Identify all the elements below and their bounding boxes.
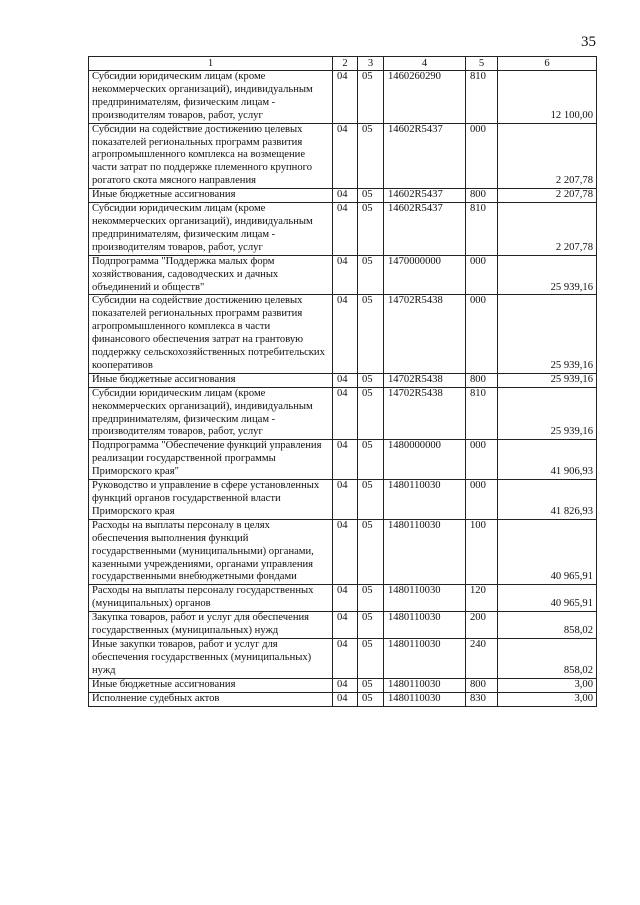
table-row <box>89 255 597 295</box>
row-expense-type: 800 <box>466 678 498 692</box>
row-subsection: 05 <box>358 440 384 480</box>
table-row <box>89 585 597 612</box>
row-name: Иные бюджетные ассигнования <box>89 678 333 692</box>
row-expense-type: 240 <box>466 638 498 678</box>
row-amount: 2 207,78 <box>498 123 597 189</box>
row-subsection: 05 <box>358 295 384 373</box>
row-name: Субсидии на содействие достижению целевых показателей региональных программ развития агропромышленного комплекса в части финансового обеспечения затрат на грантовую поддержку сельскохозяйственных потребительских кооперативов <box>89 295 333 373</box>
header-col-5: 5 <box>466 57 498 71</box>
row-expense-type: 000 <box>466 295 498 373</box>
table-row <box>89 203 597 256</box>
row-amount: 40 965,91 <box>498 585 597 612</box>
row-target-code: 14702R5438 <box>384 387 466 440</box>
row-target-code: 1470000000 <box>384 255 466 295</box>
row-subsection: 05 <box>358 123 384 189</box>
row-name: Расходы на выплаты персоналу в целях обеспечения выполнения функций государственными (муниципальными) органами, казенными учреждениями, органами управления государственными внебюджетными фондами <box>89 519 333 585</box>
table-row <box>89 480 597 520</box>
row-amount: 40 965,91 <box>498 519 597 585</box>
row-expense-type: 830 <box>466 692 498 706</box>
table-row <box>89 373 597 387</box>
row-name: Иные бюджетные ассигнования <box>89 189 333 203</box>
row-section: 04 <box>333 373 358 387</box>
row-subsection: 05 <box>358 189 384 203</box>
row-amount: 41 826,93 <box>498 480 597 520</box>
row-target-code: 1480000000 <box>384 440 466 480</box>
row-amount: 858,02 <box>498 612 597 639</box>
table-row <box>89 692 597 706</box>
row-subsection: 05 <box>358 373 384 387</box>
row-target-code: 14702R5438 <box>384 295 466 373</box>
table-row <box>89 638 597 678</box>
row-expense-type: 200 <box>466 612 498 639</box>
row-amount: 25 939,16 <box>498 387 597 440</box>
row-amount: 858,02 <box>498 638 597 678</box>
table-row <box>89 189 597 203</box>
row-target-code: 14602R5437 <box>384 123 466 189</box>
row-target-code: 1460260290 <box>384 71 466 124</box>
row-subsection: 05 <box>358 692 384 706</box>
row-subsection: 05 <box>358 387 384 440</box>
row-section: 04 <box>333 123 358 189</box>
row-name: Подпрограмма "Поддержка малых форм хозяйствования, садоводческих и дачных объединений и обществ" <box>89 255 333 295</box>
row-amount: 2 207,78 <box>498 203 597 256</box>
table-row <box>89 678 597 692</box>
row-section: 04 <box>333 71 358 124</box>
row-target-code: 1480110030 <box>384 638 466 678</box>
row-target-code: 1480110030 <box>384 692 466 706</box>
row-section: 04 <box>333 612 358 639</box>
row-amount: 25 939,16 <box>498 373 597 387</box>
row-amount: 12 100,00 <box>498 71 597 124</box>
row-expense-type: 810 <box>466 71 498 124</box>
row-amount: 25 939,16 <box>498 295 597 373</box>
row-section: 04 <box>333 692 358 706</box>
row-section: 04 <box>333 255 358 295</box>
row-section: 04 <box>333 387 358 440</box>
row-name: Руководство и управление в сфере установленных функций органов государственной власти Приморского края <box>89 480 333 520</box>
row-name: Субсидии юридическим лицам (кроме некоммерческих организаций), индивидуальным предпринимателям, физическим лицам - производителям товаров, работ, услуг <box>89 387 333 440</box>
row-name: Субсидии юридическим лицам (кроме некоммерческих организаций), индивидуальным предпринимателям, физическим лицам - производителям товаров, работ, услуг <box>89 71 333 124</box>
budget-table-body <box>89 57 597 707</box>
row-section: 04 <box>333 519 358 585</box>
table-row <box>89 440 597 480</box>
table-row <box>89 295 597 373</box>
row-target-code: 1480110030 <box>384 678 466 692</box>
row-section: 04 <box>333 678 358 692</box>
row-subsection: 05 <box>358 585 384 612</box>
row-subsection: 05 <box>358 638 384 678</box>
header-col-6: 6 <box>498 57 597 71</box>
row-name: Расходы на выплаты персоналу государственных (муниципальных) органов <box>89 585 333 612</box>
row-name: Подпрограмма "Обеспечение функций управления реализации государственной программы Приморского края" <box>89 440 333 480</box>
row-expense-type: 810 <box>466 387 498 440</box>
row-name: Субсидии юридическим лицам (кроме некоммерческих организаций), индивидуальным предпринимателям, физическим лицам - производителям товаров, работ, услуг <box>89 203 333 256</box>
row-amount: 41 906,93 <box>498 440 597 480</box>
row-target-code: 1480110030 <box>384 612 466 639</box>
row-subsection: 05 <box>358 678 384 692</box>
row-name: Иные бюджетные ассигнования <box>89 373 333 387</box>
row-expense-type: 000 <box>466 123 498 189</box>
table-row <box>89 519 597 585</box>
row-expense-type: 120 <box>466 585 498 612</box>
row-target-code: 14702R5438 <box>384 373 466 387</box>
row-expense-type: 800 <box>466 373 498 387</box>
row-subsection: 05 <box>358 255 384 295</box>
row-section: 04 <box>333 440 358 480</box>
row-subsection: 05 <box>358 519 384 585</box>
row-expense-type: 810 <box>466 203 498 256</box>
row-subsection: 05 <box>358 480 384 520</box>
row-target-code: 14602R5437 <box>384 203 466 256</box>
row-section: 04 <box>333 295 358 373</box>
row-subsection: 05 <box>358 612 384 639</box>
row-section: 04 <box>333 480 358 520</box>
header-col-2: 2 <box>333 57 358 71</box>
row-expense-type: 100 <box>466 519 498 585</box>
row-subsection: 05 <box>358 71 384 124</box>
row-amount: 25 939,16 <box>498 255 597 295</box>
table-header-row <box>89 57 597 71</box>
row-expense-type: 000 <box>466 440 498 480</box>
row-name: Иные закупки товаров, работ и услуг для обеспечения государственных (муниципальных) нужд <box>89 638 333 678</box>
row-name: Субсидии на содействие достижению целевых показателей региональных программ развития агропромышленного комплекса на возмещение части затрат по поддержке племенного крупного рогатого скота мясного направления <box>89 123 333 189</box>
row-expense-type: 800 <box>466 189 498 203</box>
table-row <box>89 387 597 440</box>
table-row <box>89 612 597 639</box>
row-amount: 3,00 <box>498 692 597 706</box>
row-target-code: 14602R5437 <box>384 189 466 203</box>
row-target-code: 1480110030 <box>384 585 466 612</box>
table-row <box>89 71 597 124</box>
row-name: Исполнение судебных актов <box>89 692 333 706</box>
row-subsection: 05 <box>358 203 384 256</box>
page-number: 35 <box>581 34 596 50</box>
row-section: 04 <box>333 638 358 678</box>
table-row <box>89 123 597 189</box>
row-target-code: 1480110030 <box>384 519 466 585</box>
row-amount: 3,00 <box>498 678 597 692</box>
row-target-code: 1480110030 <box>384 480 466 520</box>
row-expense-type: 000 <box>466 255 498 295</box>
row-expense-type: 000 <box>466 480 498 520</box>
row-name: Закупка товаров, работ и услуг для обеспечения государственных (муниципальных) нужд <box>89 612 333 639</box>
row-section: 04 <box>333 203 358 256</box>
header-col-3: 3 <box>358 57 384 71</box>
header-col-4: 4 <box>384 57 466 71</box>
header-col-1: 1 <box>89 57 333 71</box>
budget-table <box>88 56 597 707</box>
row-amount: 2 207,78 <box>498 189 597 203</box>
row-section: 04 <box>333 189 358 203</box>
row-section: 04 <box>333 585 358 612</box>
